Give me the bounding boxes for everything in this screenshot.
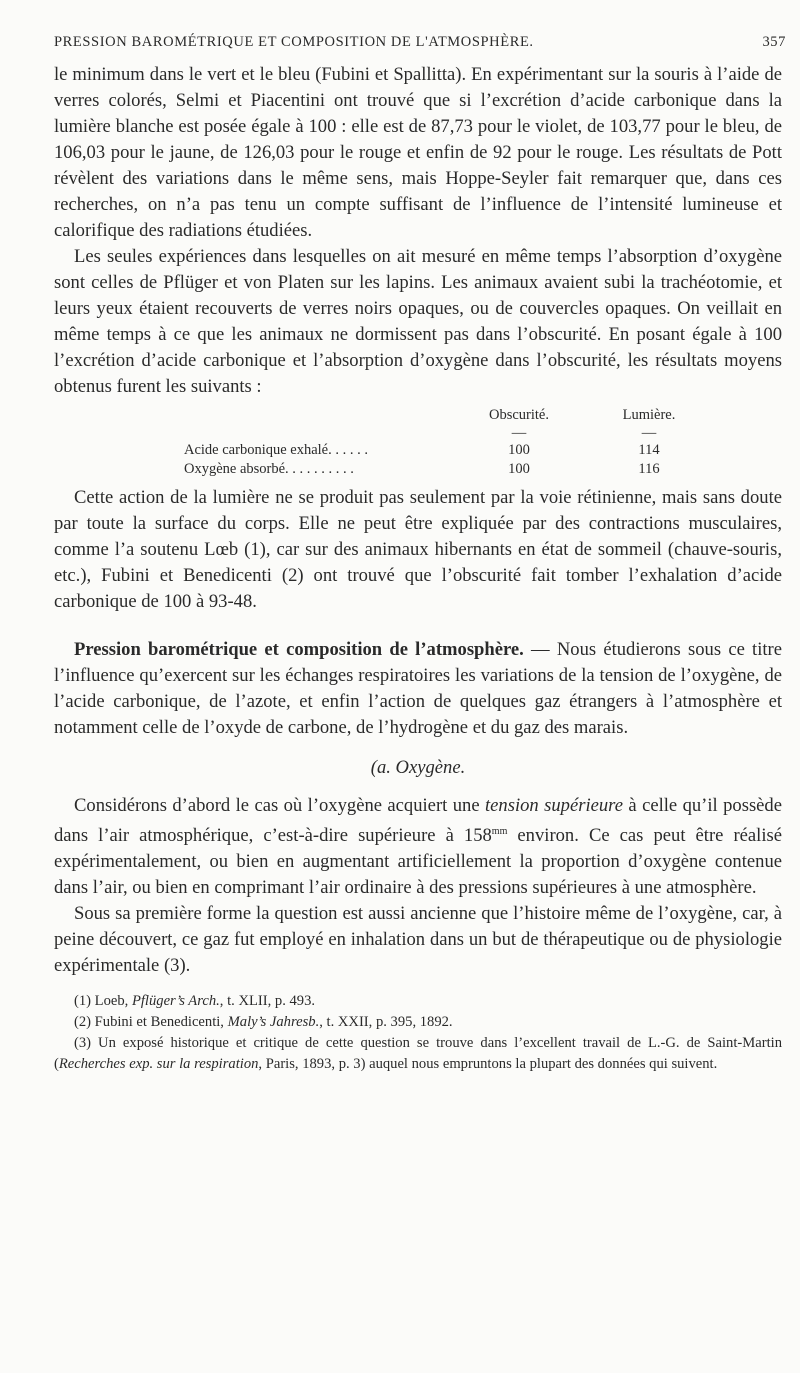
dash: — [511,425,527,441]
footnotes [54,991,782,1075]
footnote: (2) Fubini et Benedicenti, Maly’s Jahresb., t. XXII, p. 395, 1892. [74,1014,453,1031]
footnote: (3) Un exposé historique et critique de cette question se trouve dans l’excellent travail de L.-G. de Saint-Martin (Recherches exp. sur la respiration, Paris, 1893, p. 3) auquel nous empruntons la plupart des données qui suivent. [54,1035,782,1073]
row-label: Acide carbonique exhalé. . . . . . [184,442,368,458]
page-number: 357 [762,34,786,50]
results-table [54,406,782,479]
footnote: (1) Loeb, Pflüger’s Arch., t. XLII, p. 493. [74,993,316,1010]
column-header-lumiere: Lumière. [622,407,676,423]
paragraph: le minimum dans le vert et le bleu (Fubini et Spallitta). En expérimentant sur la souris à l’aide de verres colorés, Selmi et Piacentini ont trouvé que si l’excrétion d’acide carbonique dans la lumière blanche est posée égale à 100 : elle est de 87,73 pour le violet, de 103,77 pour le bleu, de 106,03 pour le jaune, de 126,03 pour le rouge et enfin de 92 pour le rouge. Les résultats de Pott révèlent des variations dans le même sens, mais Hoppe-Seyler fait remarquer que, dans ces recherches, on n’a pas tenu un compte suffisant de l’influence de l’intensité lumineuse et calorifique des radiations étudiées. [54,64,782,241]
section-paragraph: Pression barométrique et composition de l’atmosphère. — Nous étudierons sous ce titre l’influence qu’exercent sur les échanges respiratoires les variations de la tension de l’oxygène, de l’acide carbonique, de l’azote, et enfin l’action de quelques gaz étrangers à l’atmosphère et notamment celle de l’oxyde de carbone, de l’hydrogène et du gaz des marais. [54,639,782,738]
paragraph: Cette action de la lumière ne se produit pas seulement par la voie rétinienne, mais sans doute par toute la surface du corps. Elle ne peut être expliquée par des contractions musculaires, comme l’a soutenu Lœb (1), car sur des animaux hibernants en état de sommeil (chauve-souris, etc.), Fubini et Benedicenti (2) ont trouvé que l’obscurité fait tomber l’exhalation d’acide carbonique de 100 à 93-48. [54,487,782,612]
running-header [54,34,786,51]
table-row [54,441,782,460]
table-row [54,460,782,479]
column-header-obscurite: Obscurité. [489,407,549,423]
paragraph: Sous sa première forme la question est aussi ancienne que l’histoire même de l’oxygène, car, à peine découvert, ce gaz fut employé en inhalation dans un but de thérapeutique ou de physiologie expérimentale (3). [54,903,782,977]
paragraph: Considérons d’abord le cas où l’oxygène acquiert une tension supérieure à celle qu’il possède dans l’air atmosphérique, c’est-à-dire supérieure à $158^{mm}$ environ. Ce cas peut être réalisé expérimentalement, ou bien en augmentant artificiellement la proportion d’oxygène contenue dans l’air, ou bien en comprimant l’air ordinaire à des pressions supérieures à une atmosphère. [54,795,782,899]
cell-lumiere: 114 [638,442,660,458]
cell-lumiere: 116 [638,461,660,477]
subheading: (a. Oxygène. [370,757,466,778]
running-title: PRESSION BAROMÉTRIQUE ET COMPOSITION DE L'ATMOSPHÈRE. [54,34,534,50]
cell-obscurite: 100 [508,442,530,458]
section-heading: Pression barométrique et composition de l’atmosphère. [74,639,524,660]
table-header-row [54,406,782,425]
row-label: Oxygène absorbé. . . . . . . . . . [184,461,354,477]
dash: — [641,425,657,441]
paragraph: Les seules expériences dans lesquelles on ait mesuré en même temps l’absorption d’oxygène sont celles de Pflüger et von Platen sur les lapins. Les animaux avaient subi la trachéotomie, et leurs yeux étaient recouverts de verres noirs opaques, ou de couvercles opaques. On veillait en même temps à ce que les animaux ne dormissent pas dans l’obscurité. En posant égale à 100 l’excrétion d’acide carbonique et l’absorption d’oxygène dans l’obscurité, les résultats moyens obtenus furent les suivants : [54,246,782,397]
body-text [54,62,782,1075]
cell-obscurite: 100 [508,461,530,477]
table-dash-row [54,425,782,441]
